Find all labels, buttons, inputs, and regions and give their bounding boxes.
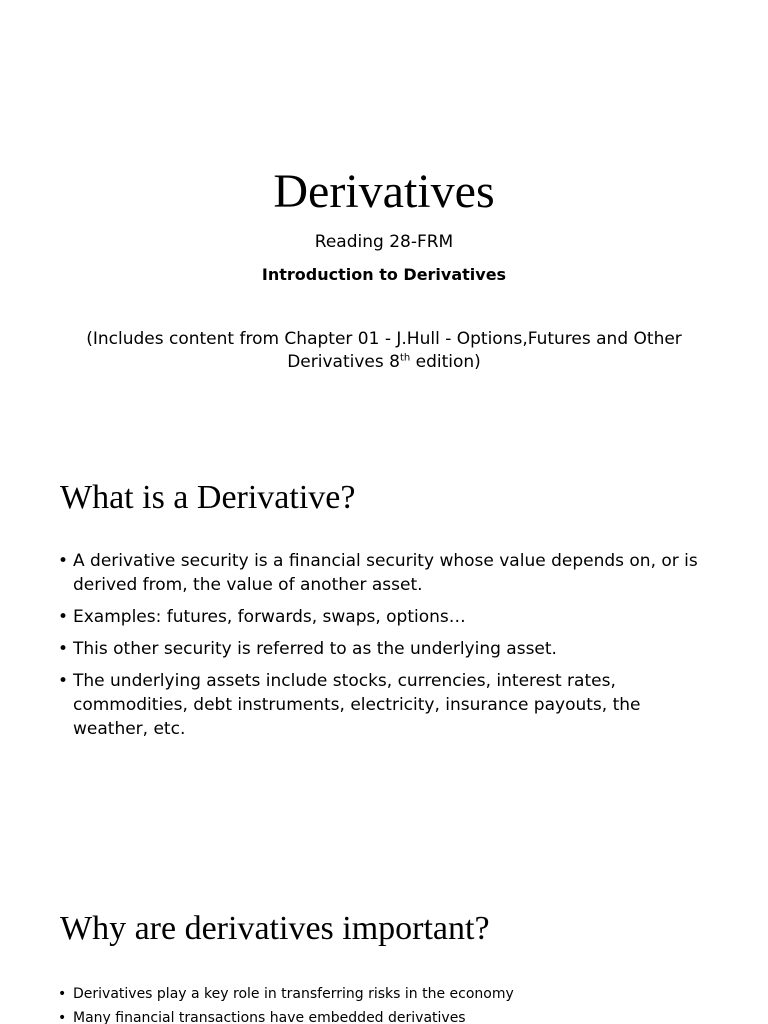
bullet-item: • This other security is referred to as the underlying asset. [58, 637, 708, 661]
importance-slide [0, 864, 768, 1024]
bullet-item: • A derivative security is a financial security whose value depends on, or is derived from, the value of another asset. [58, 549, 708, 597]
title-slide [0, 0, 768, 432]
includes-text: (Includes content from Chapter 01 - J.Hull - Options,Futures and Other Derivatives 8 [86, 329, 682, 372]
slide-heading: What is a Derivative? [60, 479, 356, 516]
intro-subtitle: Introduction to Derivatives [261, 265, 507, 284]
includes-text-end: edition) [410, 352, 481, 372]
bullet-list [58, 549, 708, 749]
reading-label: Reading 28-FRM [314, 232, 454, 252]
includes-note [84, 328, 684, 374]
slide-title: Derivatives [273, 165, 495, 218]
slide-heading: Why are derivatives important? [60, 910, 490, 947]
bullet-item: • The underlying assets include stocks, currencies, interest rates, commodities, debt instruments, electricity, insurance payouts, the weather, etc. [58, 669, 708, 741]
bullet-item: • Many financial transactions have embedded derivatives [58, 1006, 708, 1024]
ordinal-suffix: th [399, 352, 411, 364]
bullet-item: • Examples: futures, forwards, swaps, options… [58, 605, 708, 629]
bullet-list [58, 982, 708, 1024]
bullet-item: • Derivatives play a key role in transferring risks in the economy [58, 982, 708, 1006]
definition-slide [0, 432, 768, 864]
